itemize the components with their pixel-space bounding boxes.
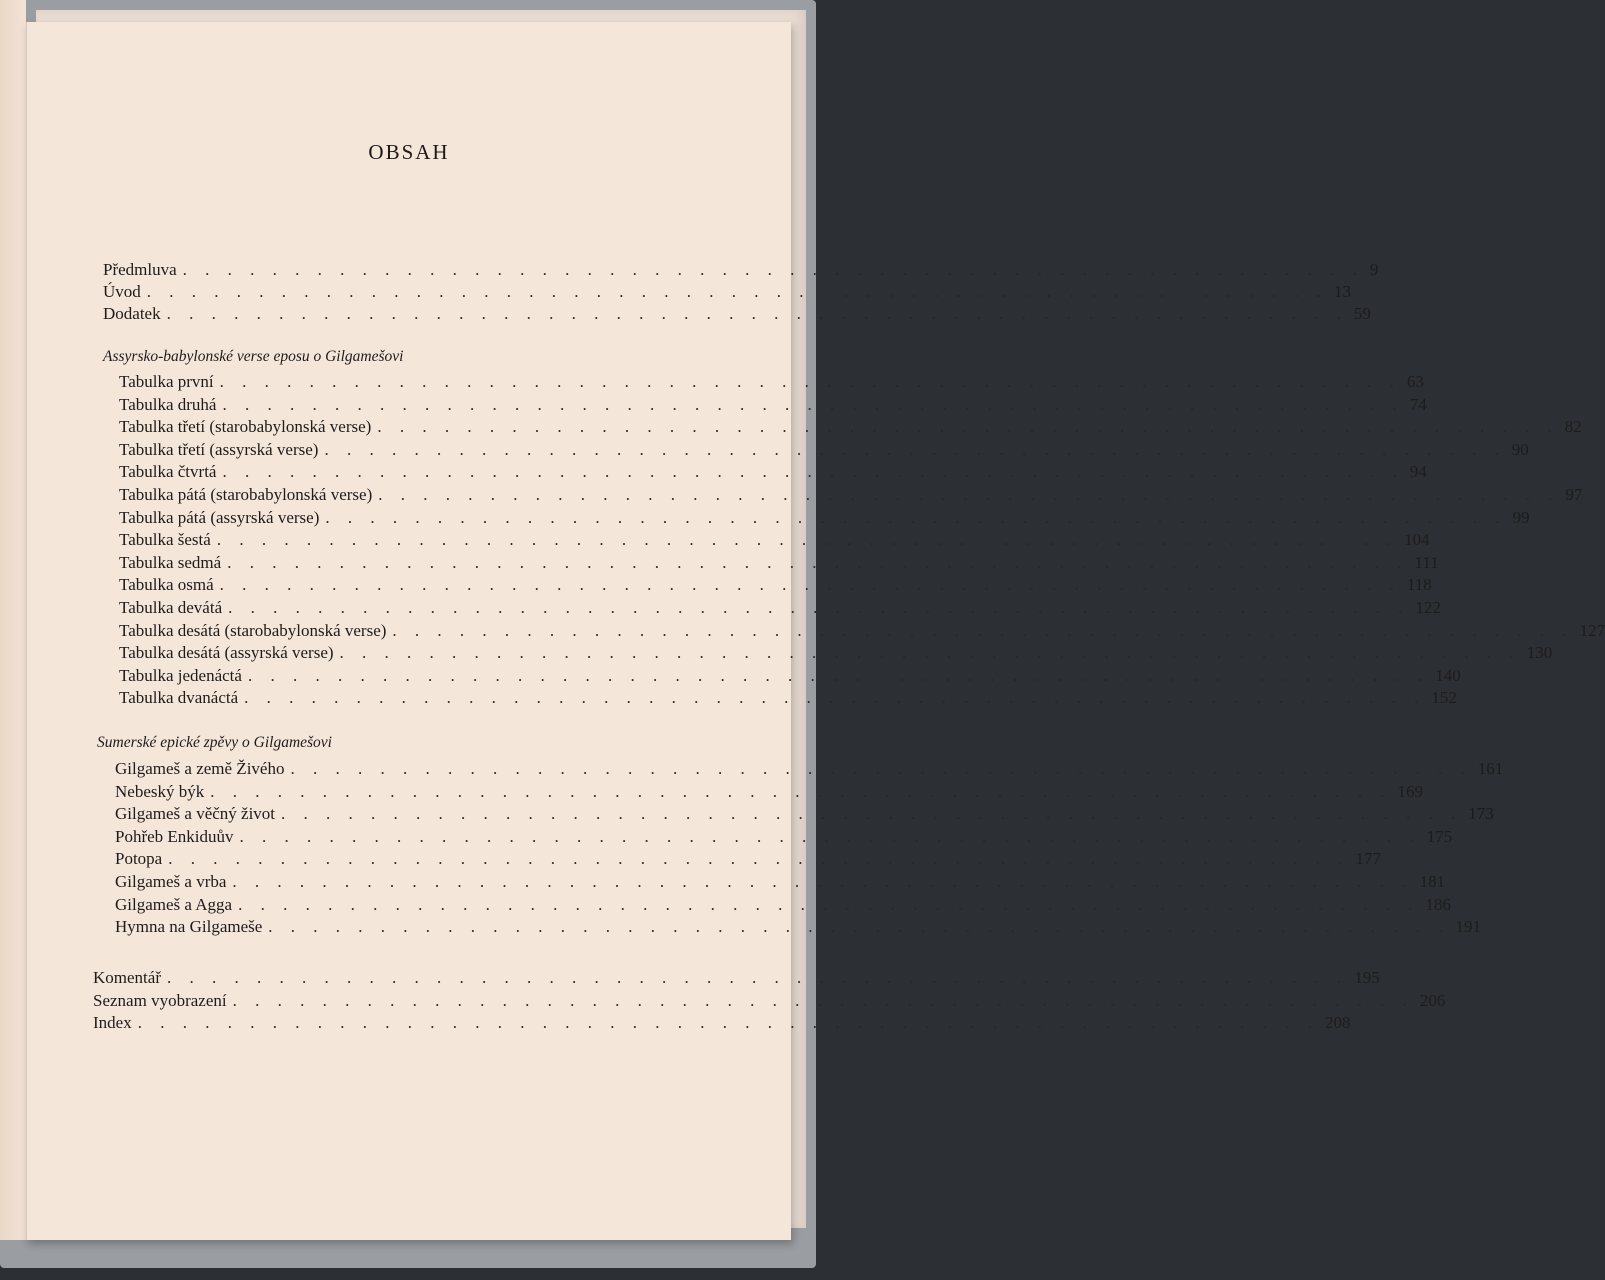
toc-dot-leader: . . . . . . . . . . . . . . . . . . . . . . . . . . . . . . . . . . . . . . . . . . . . . . . . . . . . . xyxy=(378,485,1560,504)
toc-entry-label: Tabulka jedenáctá xyxy=(119,665,242,685)
section-heading-sumerian: Sumerské epické zpěvy o Gilgamešovi xyxy=(97,734,332,751)
toc-entry-label: Tabulka dvanáctá xyxy=(119,688,239,708)
toc-entry-label: Komentář xyxy=(93,968,161,987)
toc-dot-leader: . . . . . . . . . . . . . . . . . . . . . . . . . . . . . . . . . . . . . . . . . . . . . . . . . . . . . xyxy=(216,530,1399,550)
toc-dot-leader: . . . . . . . . . . . . . . . . . . . . . . . . . . . . . . . . . . . . . . . . . . . . . . . . . . . . . xyxy=(239,826,1421,846)
toc-section2-entry xyxy=(115,849,1381,871)
toc-dot-leader: . . . . . . . . . . . . . . . . . . . . . . . . . . . . . . . . . . . . . . . . . . . . . . . . . . . . . xyxy=(232,872,1414,891)
toc-dot-leader: . . . . . . . . . . . . . . . . . . . . . . . . . . . . . . . . . . . . . . . . . . . . . . . . . . . . . xyxy=(244,688,1426,708)
toc-entry-label: Tabulka desátá (starobabylonská verse) xyxy=(119,620,387,640)
toc-entry-label: Gilgameš a věčný život xyxy=(115,804,276,824)
toc-entry-label: Tabulka devátá xyxy=(119,598,223,617)
toc-dot-leader: . . . . . . . . . . . . . . . . . . . . . . . . . . . . . . . . . . . . . . . . . . . . . . . . . . . . . xyxy=(210,781,1392,801)
toc-entry-label: Tabulka třetí (assyrská verse) xyxy=(119,439,319,459)
toc-dot-leader: . . . . . . . . . . . . . . . . . . . . . . . . . . . . . . . . . . . . . . . . . . . . . . . . . . . . . xyxy=(281,804,1463,824)
toc-entry-label: Dodatek xyxy=(103,304,161,323)
toc-front-entry xyxy=(103,260,1379,282)
toc-entry-label: Úvod xyxy=(103,282,141,301)
toc-section1-entry xyxy=(119,688,1457,710)
toc-entry-label: Tabulka třetí (starobabylonská verse) xyxy=(119,417,372,437)
toc-page-number: 82 xyxy=(1564,417,1582,437)
toc-entry-label: Předmluva xyxy=(103,260,177,279)
toc-dot-leader: . . . . . . . . . . . . . . . . . . . . . . . . . . . . . . . . . . . . . . . . . . . . . . . . . . . . . xyxy=(222,462,1404,482)
toc-dot-leader: . . . . . . . . . . . . . . . . . . . . . . . . . . . . . . . . . . . . . . . . . . . . . . . . . . . . . xyxy=(166,304,1348,323)
toc-section1-entry xyxy=(119,417,1582,439)
toc-entry-label: Index xyxy=(93,1013,132,1033)
toc-entry-label: Tabulka první xyxy=(119,372,214,391)
toc-front-entry xyxy=(103,282,1352,304)
toc-dot-leader: . . . . . . . . . . . . . . . . . . . . . . . . . . . . . . . . . . . . . . . . . . . . . . . . . . . . . xyxy=(232,990,1414,1010)
toc-page-number: 74 xyxy=(1409,394,1427,414)
toc-page-number: 111 xyxy=(1414,552,1439,572)
toc-entry-label: Gilgameš a vrba xyxy=(115,872,227,891)
toc-dot-leader: . . . . . . . . . . . . . . . . . . . . . . . . . . . . . . . . . . . . . . . . . . . . . . . . . . . . . xyxy=(238,894,1420,914)
toc-dot-leader: . . . . . . . . . . . . . . . . . . . . . . . . . . . . . . . . . . . . . . . . . . . . . . . . . . . . . xyxy=(325,507,1507,527)
toc-dot-leader: . . . . . . . . . . . . . . . . . . . . . . . . . . . . . . . . . . . . . . . . . . . . . . . . . . . . . xyxy=(227,552,1409,572)
toc-dot-leader: . . . . . . . . . . . . . . . . . . . . . . . . . . . . . . . . . . . . . . . . . . . . . . . . . . . . . xyxy=(137,1013,1319,1033)
page-title: OBSAH xyxy=(368,140,450,164)
toc-page-number: 175 xyxy=(1426,826,1453,846)
toc-entry-label: Tabulka druhá xyxy=(119,394,217,414)
toc-entry-label: Seznam vyobrazení xyxy=(93,990,227,1010)
toc-page-number: 99 xyxy=(1512,507,1530,527)
section-heading-assyrian-babylonian: Assyrsko-babylonské verse eposu o Gilgamešovi xyxy=(103,348,404,365)
toc-section2-entry xyxy=(115,917,1482,939)
toc-dot-leader: . . . . . . . . . . . . . . . . . . . . . . . . . . . . . . . . . . . . . . . . . . . . . . . . . . . . . xyxy=(324,439,1506,459)
toc-entry-label: Gilgameš a Agga xyxy=(115,894,233,914)
toc-entry-label: Potopa xyxy=(115,849,163,869)
toc-section1-entry xyxy=(119,485,1583,507)
toc-dot-leader: . . . . . . . . . . . . . . . . . . . . . . . . . . . . . . . . . . . . . . . . . . . . . . . . . . . . . xyxy=(168,849,1350,869)
toc-section1-entry xyxy=(119,665,1461,688)
toc-dot-leader: . . . . . . . . . . . . . . . . . . . . . . . . . . . . . . . . . . . . . . . . . . . . . . . . . . . . . xyxy=(392,620,1574,640)
toc-front-entry xyxy=(103,304,1371,326)
toc-section1-entry xyxy=(119,620,1605,643)
toc-dot-leader: . . . . . . . . . . . . . . . . . . . . . . . . . . . . . . . . . . . . . . . . . . . . . . . . . . . . . xyxy=(222,394,1404,414)
toc-dot-leader: . . . . . . . . . . . . . . . . . . . . . . . . . . . . . . . . . . . . . . . . . . . . . . . . . . . . . xyxy=(339,643,1521,663)
toc-section1-entry xyxy=(119,575,1432,597)
toc-entry-label: Tabulka šestá xyxy=(119,530,211,550)
toc-dot-leader: . . . . . . . . . . . . . . . . . . . . . . . . . . . . . . . . . . . . . . . . . . . . . . . . . . . . . xyxy=(219,575,1401,595)
toc-section1-entry xyxy=(119,372,1424,394)
toc-dot-leader: . . . . . . . . . . . . . . . . . . . . . . . . . . . . . . . . . . . . . . . . . . . . . . . . . . . . . xyxy=(228,598,1410,617)
toc-page-number: 169 xyxy=(1397,781,1423,801)
toc-entry-label: Nebeský býk xyxy=(115,781,205,801)
toc-page-number: 118 xyxy=(1406,575,1432,595)
toc-page-number: 97 xyxy=(1565,485,1583,504)
toc-dot-leader: . . . . . . . . . . . . . . . . . . . . . . . . . . . . . . . . . . . . . . . . . . . . . . . . . . . . . xyxy=(247,665,1430,685)
toc-entry-label: Tabulka pátá (starobabylonská verse) xyxy=(119,485,373,504)
toc-entry-label: Tabulka čtvrtá xyxy=(119,462,217,482)
toc-dot-leader: . . . . . . . . . . . . . . . . . . . . . . . . . . . . . . . . . . . . . . . . . . . . . . . . . . . . . xyxy=(290,759,1472,778)
toc-page-number: 63 xyxy=(1406,372,1424,391)
toc-page-number: 140 xyxy=(1435,665,1461,685)
toc-page-number: 181 xyxy=(1419,872,1446,891)
toc-dot-leader: . . . . . . . . . . . . . . . . . . . . . . . . . . . . . . . . . . . . . . . . . . . . . . . . . . . . . xyxy=(219,372,1401,391)
toc-back-entry xyxy=(93,990,1446,1013)
toc-page-number: 208 xyxy=(1324,1013,1351,1033)
toc-page-number: 127 xyxy=(1579,620,1605,640)
toc-section1-entry xyxy=(119,439,1529,462)
toc-section2-entry xyxy=(115,894,1451,917)
toc-section2-entry xyxy=(115,826,1453,849)
toc-dot-leader: . . . . . . . . . . . . . . . . . . . . . . . . . . . . . . . . . . . . . . . . . . . . . . . . . . . . . xyxy=(268,917,1450,937)
facing-page-edge xyxy=(0,0,26,1240)
toc-page-number: 161 xyxy=(1477,759,1504,778)
toc-section2-entry xyxy=(115,872,1446,894)
toc-entry-label: Tabulka sedmá xyxy=(119,552,222,572)
toc-entry-label: Hymna na Gilgameše xyxy=(115,917,263,937)
toc-section1-entry xyxy=(119,598,1441,620)
toc-page-number: 9 xyxy=(1369,260,1379,279)
toc-page-number: 90 xyxy=(1511,439,1529,459)
toc-page-number: 195 xyxy=(1354,968,1380,987)
toc-page-number: 13 xyxy=(1334,282,1352,301)
toc-entry-label: Tabulka pátá (assyrská verse) xyxy=(119,507,320,527)
toc-page-number: 173 xyxy=(1468,804,1494,824)
toc-section2-entry xyxy=(115,781,1423,804)
toc-entry-label: Tabulka desátá (assyrská verse) xyxy=(119,643,334,663)
toc-section1-entry xyxy=(119,462,1427,484)
toc-page-number: 152 xyxy=(1431,688,1457,708)
toc-page-number: 206 xyxy=(1419,990,1446,1010)
toc-dot-leader: . . . . . . . . . . . . . . . . . . . . . . . . . . . . . . . . . . . . . . . . . . . . . . . . . . . . . xyxy=(182,260,1364,279)
toc-section1-entry xyxy=(119,552,1439,575)
toc-page-number: 191 xyxy=(1455,917,1482,937)
toc-page-number: 122 xyxy=(1415,598,1441,617)
toc-back-entry xyxy=(93,1013,1351,1035)
toc-dot-leader: . . . . . . . . . . . . . . . . . . . . . . . . . . . . . . . . . . . . . . . . . . . . . . . . . . . . . xyxy=(146,282,1329,301)
toc-page-number: 59 xyxy=(1353,304,1371,323)
toc-page-number: 94 xyxy=(1409,462,1427,482)
toc-page-number: 177 xyxy=(1355,849,1381,869)
toc-dot-leader: . . . . . . . . . . . . . . . . . . . . . . . . . . . . . . . . . . . . . . . . . . . . . . . . . . . . . xyxy=(166,968,1349,987)
toc-dot-leader: . . . . . . . . . . . . . . . . . . . . . . . . . . . . . . . . . . . . . . . . . . . . . . . . . . . . . xyxy=(377,417,1559,437)
toc-section2-entry xyxy=(115,804,1494,826)
toc-page-number: 130 xyxy=(1526,643,1553,663)
toc-entry-label: Pohřeb Enkiduův xyxy=(115,826,234,846)
toc-section1-entry xyxy=(119,530,1430,552)
toc-section1-entry xyxy=(119,643,1553,665)
toc-back-entry xyxy=(93,968,1380,990)
toc-page-number: 186 xyxy=(1425,894,1451,914)
toc-section1-entry xyxy=(119,394,1427,417)
toc-section2-entry xyxy=(115,759,1504,781)
toc-page-number: 104 xyxy=(1404,530,1430,550)
toc-entry-label: Gilgameš a země Živého xyxy=(115,759,285,778)
contents-page xyxy=(26,22,1605,1240)
toc-entry-label: Tabulka osmá xyxy=(119,575,214,595)
toc-section1-entry xyxy=(119,507,1530,530)
